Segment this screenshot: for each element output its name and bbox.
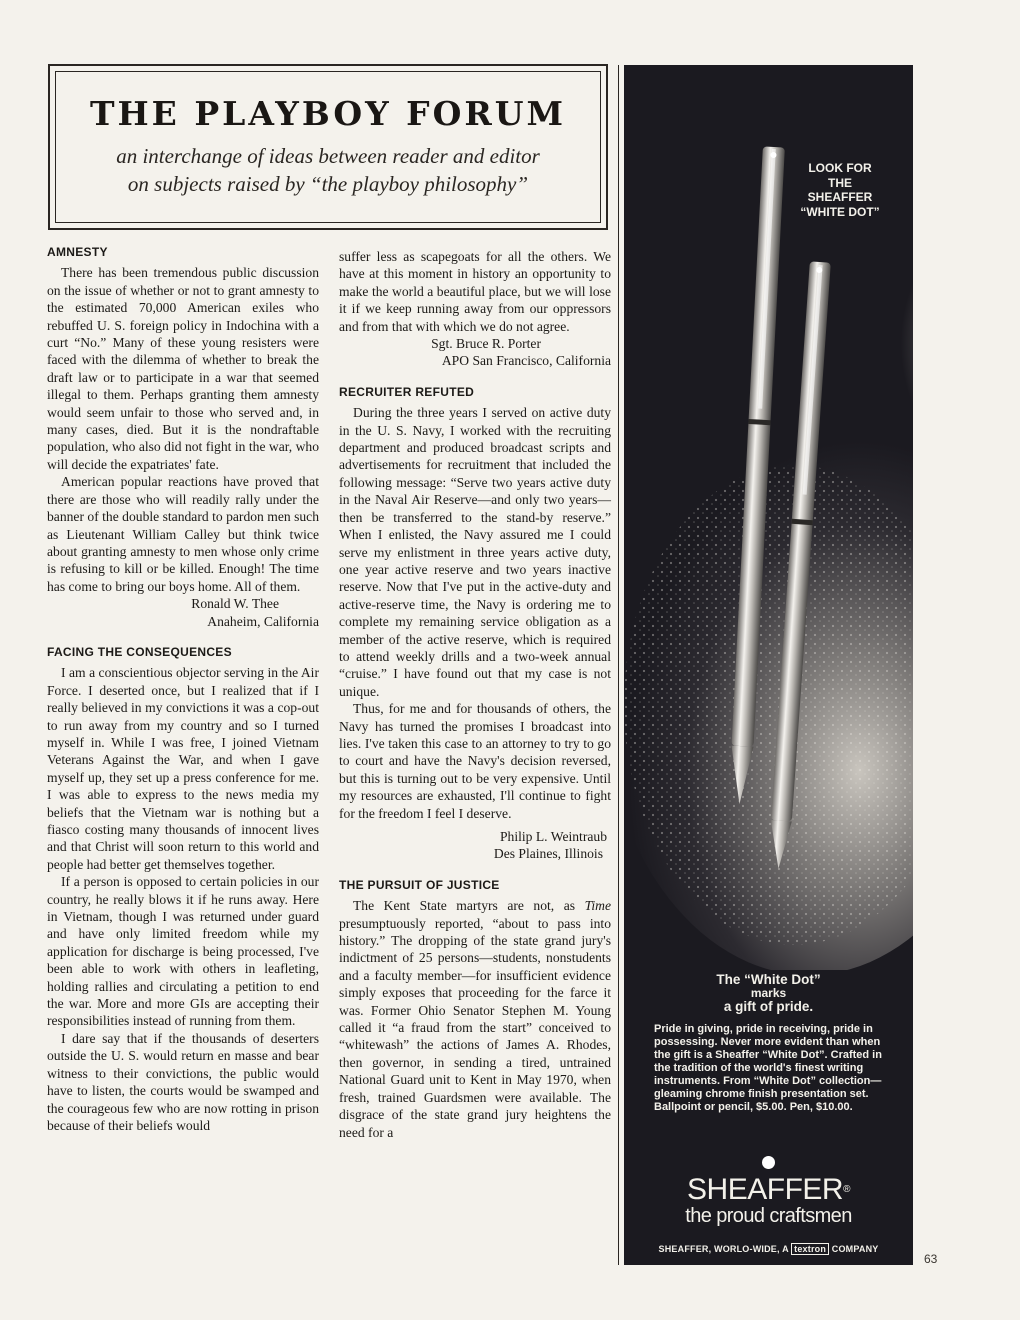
recruiter-paragraph-2: Thus, for me and for thousands of others, the Navy has turned the promises I broadcast into lies. I've taken this case to an attorney to try to go to court and have the Navy's decision reversed, but this is turning out to be very expensive. Until my resources are exhausted, I'll continue to fight for the freedom I feel I deserve. [339,701,611,821]
recruiter-signature-place: Des Plaines, Illinois [493,846,603,862]
recruiter-paragraph-1: During the three years I served on active duty in the U. S. Navy, I worked with the recruiting department and produced broadcast scripts and advertisements for recruitment that included the following message: “Serve two years active duty in the Naval Air Reserve—and only two years—then be transferred to the stand-by reserve.” When I enlisted, the Navy assured me I could serve my enlistment in three years active duty, one year active reserve and two years inactive reserve. Now that I've put in the active-duty and active-reserve time, the Navy is ordering me to complete my remaining service obligation as a member of the active reserve, which is required to attend weekly drills and a two-week annual “cruise.” I have found out that my case is not unique. [339,405,611,699]
recruiter-signature-name: Philip L. Weintraub [499,829,607,844]
section-head-pursuit-of-justice: THE PURSUIT OF JUSTICE [339,877,500,892]
white-dot-icon [762,1156,775,1169]
facing-signature-name: Sgt. Bruce R. Porter [431,336,541,352]
facing-signature-place: APO San Francisco, California [441,353,611,369]
amnesty-signature-place: Anaheim, California [207,613,319,629]
section-head-recruiter-refuted: RECRUITER REFUTED [339,384,475,399]
forum-header-box [48,64,608,230]
corporate-line [624,1244,913,1254]
facing-paragraph-1: I am a conscientious objector serving in the Air Force. I deserted once, but I realized that if I really believed in my convictions it was a cop-out to run away from my country and so I turned myself in. While I was free, I joined Vietnam Veterans Against the War, and when I gave myself up, they set up a press conference for me. I was able to express to the news media my beliefs that the Vietnam war is nothing but a fiasco costing many thousands of innocent lives and that Christ will soon return to this world and people had better get themselves together. [47,665,319,872]
corporate-text-b: COMPANY [829,1244,879,1254]
ad-headline-line-1: The “White Dot” [716,972,821,987]
forum-title: THE PLAYBOY FORUM [89,94,567,133]
pursuit-text-a: The Kent State martyrs are not, as [353,898,585,914]
ad-headline-line-2: marks [750,986,787,1000]
sheaffer-logo [624,1175,913,1205]
ad-headline-line-3: a gift of pride. [723,999,814,1014]
facing-paragraph-3: I dare say that if the thousands of deserters outside the U. S. would return en masse and bear witness to their convictions, the public would have to listen, the courts would be swamped and the courageous few who are now rotting in prison because of their beliefs would [47,1030,319,1133]
registered-mark: ® [843,1184,850,1195]
time-magazine-name: Time [584,898,611,914]
look-for-line-2: THE [828,175,852,190]
ad-left-rule [618,65,619,1265]
right-text-column [339,248,611,1141]
pursuit-paragraph-1 [339,897,611,1141]
corporate-text-a: SHEAFFER, WORLO-WIDE, A [658,1244,792,1254]
sheaffer-advertisement [624,65,913,1265]
page-number: 63 [924,1252,938,1266]
pursuit-text-b: presumptuously reported, “about to pass into history.” The dropping of the state grand jury's indictment of 25 persons—students, nonstudents and a faculty member—for insufficient evidence simply exposes that proceeding for the farce it was. Former Ohio Senator Stephen M. Young called it “a fraud from the start” conceived to “whitewash” the actions of James A. Rhodes, then governor, in sending a tired, untrained National Guard unit to Kent in May 1970, when fresh, trained Guardsmen were available. The disgrace of the state grand jury heightens the need for a [339,915,611,1140]
look-for-line-1: LOOK FOR [808,161,872,175]
look-for-line-3: SHEAFFER [807,190,873,204]
brand-name: SHEAFFER [687,1173,844,1206]
amnesty-signature-name: Ronald W. Thee [191,596,279,612]
forum-subtitle-line1: an interchange of ideas between reader and editor [116,144,540,168]
amnesty-paragraph-2: American popular reactions have proved that there are those who will readily rally under the banner of the double standard to pardon men such as Lieutenant William Calley but think twice about granting amnesty to men whose only crime is refusing to kill or be killed. Enough! The time has come to bring our boys home. All of them. [47,474,319,594]
ad-body-copy: Pride in giving, pride in receiving, pride in possessing. Never more evident than when the gift is a Sheaffer “White Dot”. Crafted in the tradition of the world's finest writing instruments. From “White Dot” collection—gleaming chrome finish presentation set. Ballpoint or pencil, $5.00. Pen, $10.00. [654,1023,882,1113]
left-text-column [47,244,319,1134]
amnesty-paragraph-1: There has been tremendous public discussion on the issue of whether or not to grant amnesty to the estimated 70,000 American exiles who rebuffed U. S. foreign policy in Indochina with a curt “No.” Many of these young resisters were faced with the dilemma of whether to break the draft law or to participate in a war that seemed illegal to them. Perhaps granting them amnesty would seem unfair to those who served and, in many cases, died. But it is the nondraftable population, who also did not fight in the war, who will decide the expatriates' fate. [47,265,319,472]
textron-logo: textron [791,1243,829,1255]
look-for-callout [785,161,895,219]
facing-continuation: suffer less as scapegoats for all the others. We have at this moment in history an opportunity to make the world a beautiful place, but we will lose it if we keep running away from our oppressors and from that with which we do not agree. [339,249,611,334]
section-head-amnesty: AMNESTY [47,245,108,259]
forum-subtitle-line2: on subjects raised by “the playboy philosophy” [127,172,529,196]
ad-headline [624,972,913,1015]
facing-paragraph-2: If a person is opposed to certain policies in our country, he really blows it if he runs away. Here in Vietnam, though I was returned under guard and have only limited freedom while my application for discharge is being processed, I've been able to work with others in leafleting, holding rallies and circulating a petition to end the war. More and more GIs are accepting their responsibilities instead of running from them. [47,874,319,1029]
look-for-line-4: “WHITE DOT” [800,204,880,219]
brand-tagline: the proud craftsmen [685,1205,852,1227]
section-head-facing-consequences: FACING THE CONSEQUENCES [47,644,232,659]
